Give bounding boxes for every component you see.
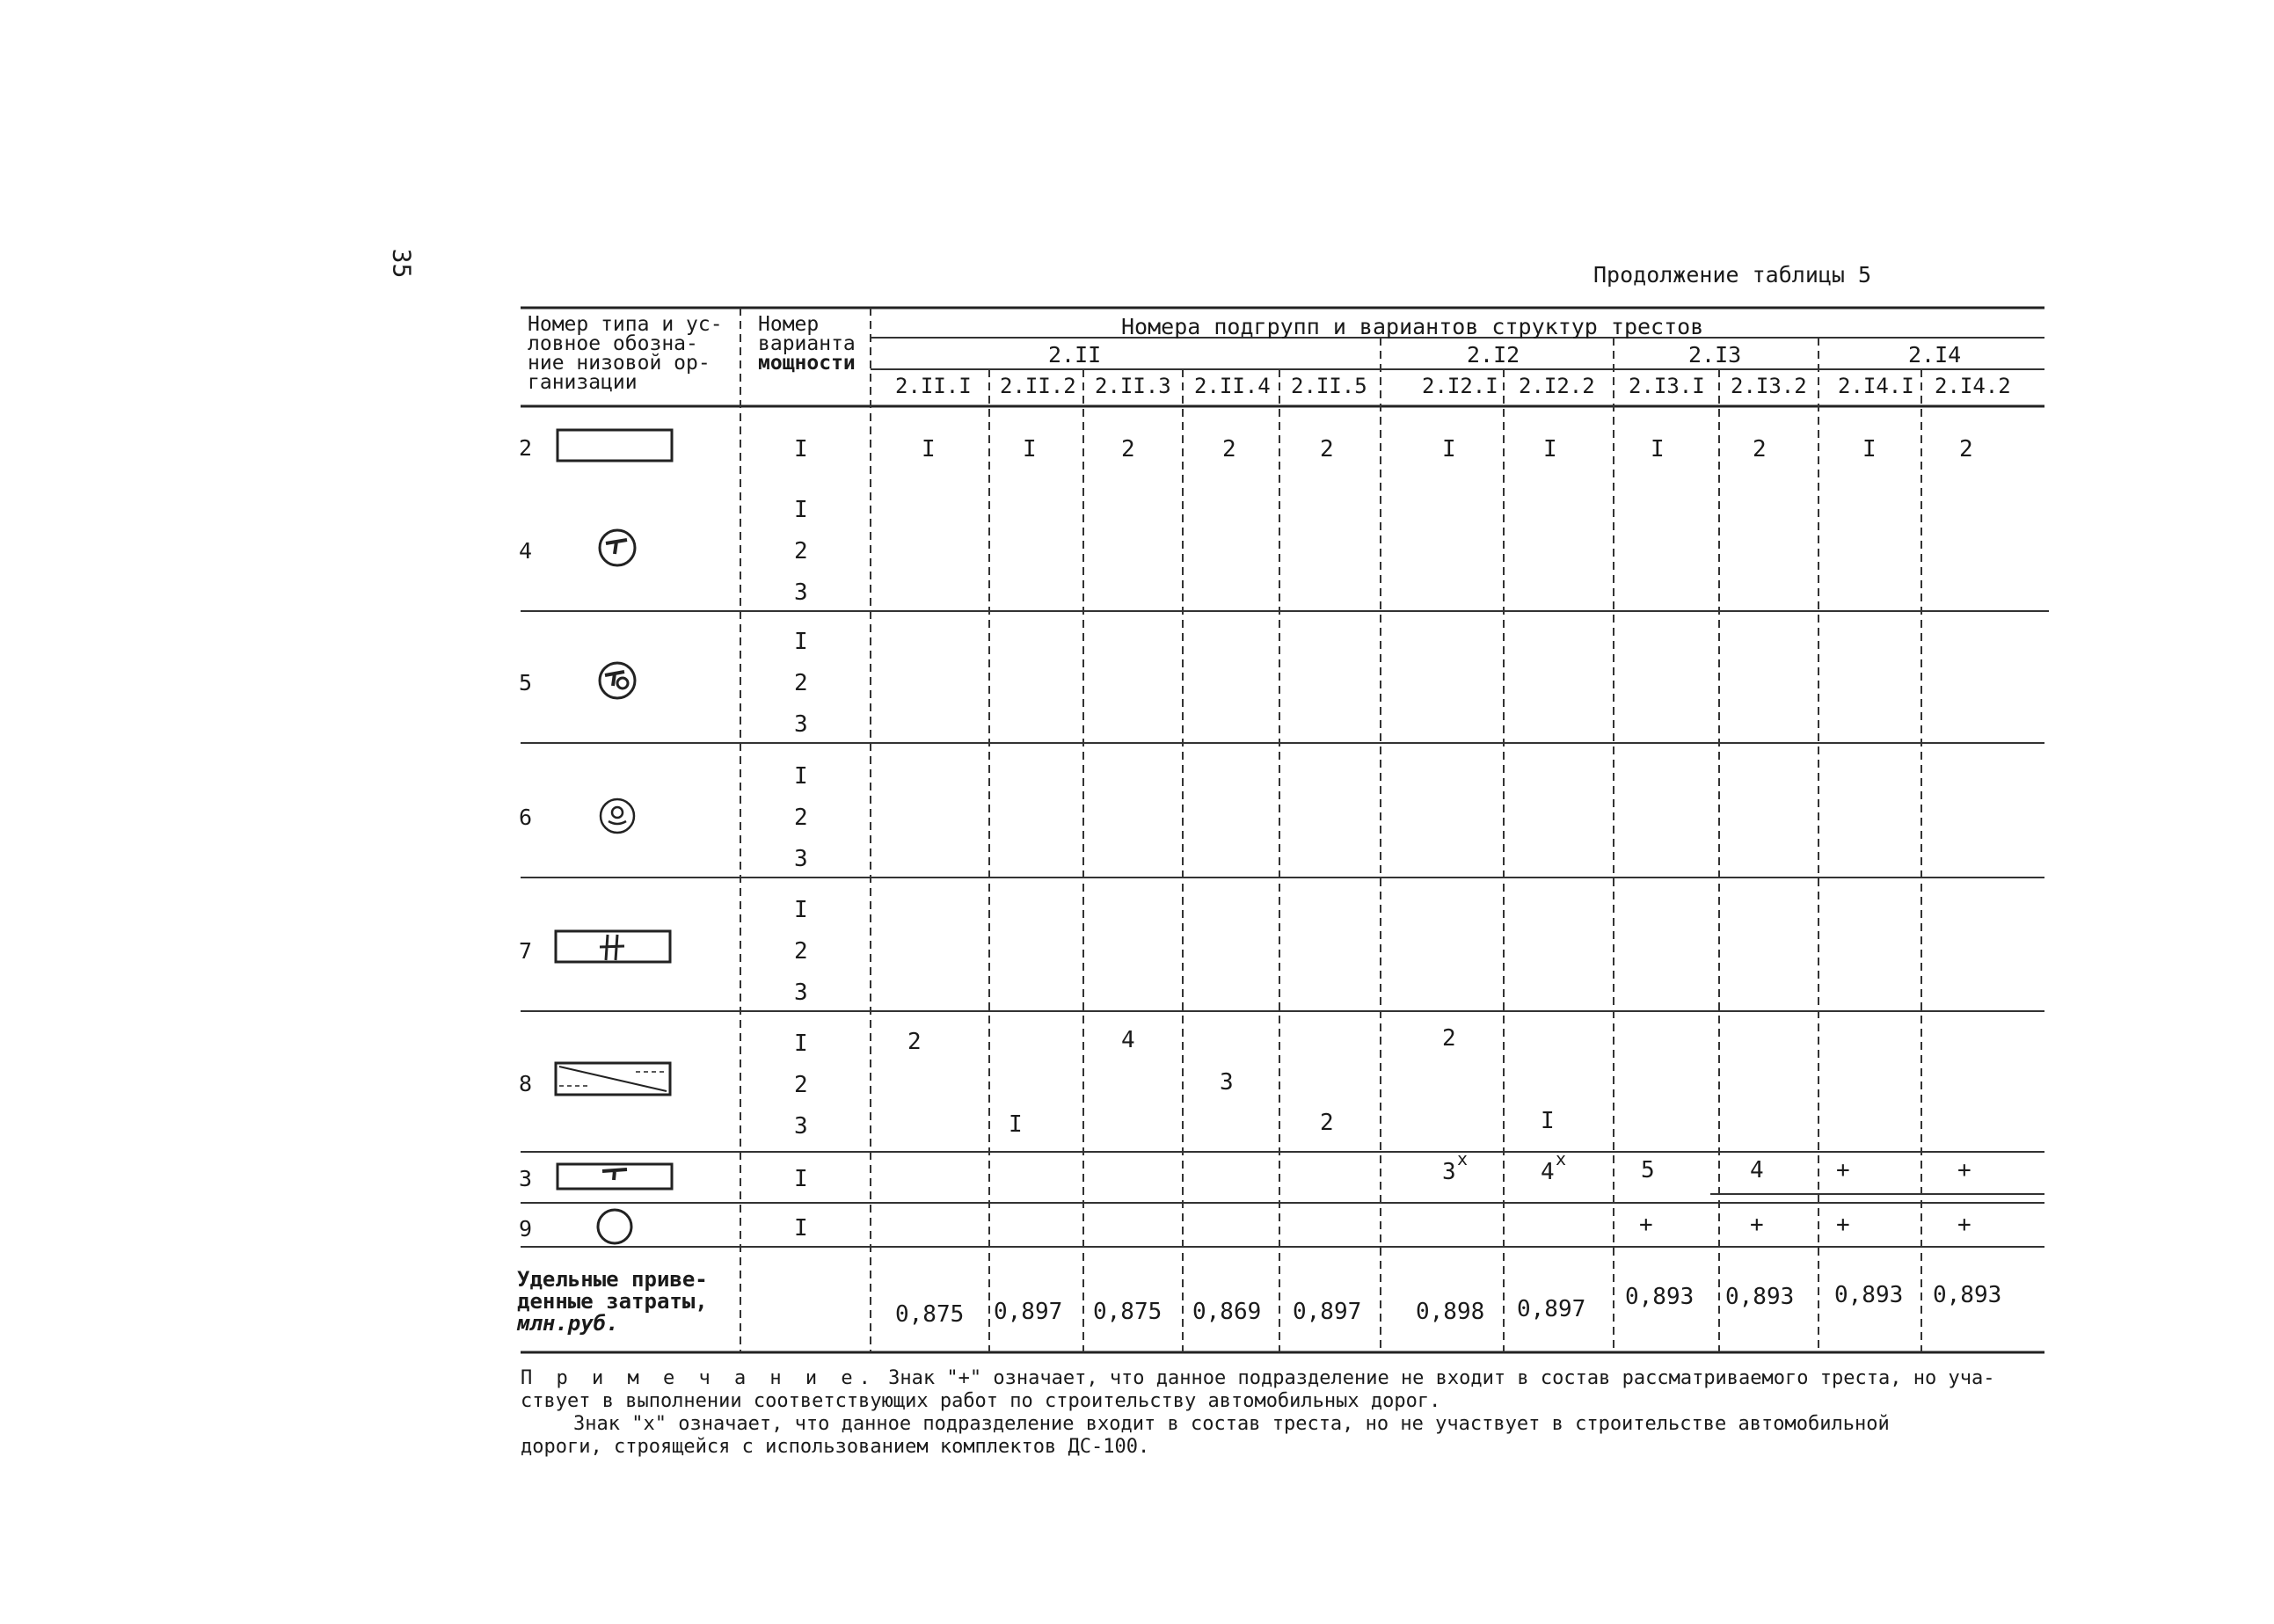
- table-cell: I: [1541, 1108, 1555, 1134]
- power-variant: I: [794, 1166, 808, 1192]
- page-number: 35: [387, 248, 417, 279]
- table-cell: 3: [1442, 1159, 1456, 1185]
- table-cell: +: [1957, 1212, 1972, 1238]
- col1-header-line1: Номер типа и ус-: [528, 313, 723, 336]
- table-cell: 2: [1753, 436, 1767, 462]
- row-type-number: 4: [519, 538, 533, 564]
- table-note: [521, 1367, 2015, 1459]
- col2-header-line1: Номер: [758, 313, 820, 336]
- footer-value: 0,897: [1517, 1296, 1586, 1322]
- table-cell: 3: [1220, 1069, 1234, 1096]
- power-variant: I: [794, 629, 808, 655]
- power-variant: I: [794, 436, 808, 462]
- footer-value: 0,893: [1933, 1282, 2002, 1308]
- row-type-number: 7: [519, 938, 533, 964]
- table-cell: +: [1836, 1212, 1850, 1238]
- variant-header: 2.II.5: [1291, 374, 1367, 398]
- table-cell: 4: [1750, 1157, 1764, 1183]
- variant-header: 2.I2.2: [1519, 374, 1595, 398]
- group-header: Номера подгрупп и вариантов структур трестов: [1121, 314, 1704, 339]
- col2-header-line3: мощности: [758, 352, 856, 375]
- table-cell: I: [1009, 1111, 1023, 1138]
- subgroup-2-11: 2.II: [1048, 342, 1102, 368]
- footer-value: 0,898: [1416, 1299, 1485, 1325]
- footer-value: 0,893: [1725, 1284, 1795, 1310]
- footer-value: 0,897: [1293, 1299, 1362, 1325]
- table-cell: 4: [1541, 1159, 1555, 1185]
- subgroup-2-12: 2.I2: [1467, 342, 1520, 368]
- rectangle-symbol-icon: [554, 426, 677, 466]
- variant-header: 2.I2.I: [1422, 374, 1498, 398]
- table-cell: I: [922, 436, 936, 462]
- note-line2: ствует в выполнении соответствующих работ по строительству автомобильных дорог.: [521, 1390, 1441, 1412]
- superscript-x: x: [1556, 1148, 1567, 1169]
- footer-label-line2: денные затраты,: [517, 1289, 708, 1314]
- table-cell: I: [1862, 436, 1877, 462]
- power-variant: 2: [794, 538, 808, 564]
- table-cell: +: [1750, 1212, 1764, 1238]
- col1-header-line2: ловное обозна-: [528, 332, 698, 355]
- table-cell: 4: [1121, 1027, 1135, 1053]
- table-cell: +: [1836, 1157, 1850, 1183]
- power-variant: 3: [794, 579, 808, 606]
- power-variant: 3: [794, 1113, 808, 1140]
- power-variant: 2: [794, 1072, 808, 1098]
- footer-value: 0,893: [1834, 1282, 1904, 1308]
- table-cell: 2: [1442, 1025, 1456, 1052]
- table-caption: Продолжение таблицы 5: [1593, 262, 1872, 288]
- power-variant: 3: [794, 979, 808, 1006]
- table-cell: 2: [1320, 436, 1334, 462]
- col1-header-line4: ганизации: [528, 371, 638, 394]
- circle-with-arrow-and-ring-icon: [595, 659, 639, 703]
- power-variant: 3: [794, 711, 808, 738]
- note-line1: Знак "+" означает, что данное подразделение не входит в состав рассматриваемого треста, но уча-: [888, 1367, 1995, 1389]
- row-type-number: 6: [519, 805, 533, 830]
- table-cell: +: [1957, 1157, 1972, 1183]
- power-variant: 2: [794, 805, 808, 831]
- note-line4: дороги, строящейся с использованием комплектов ДС-100.: [521, 1436, 1150, 1458]
- footer-value: 0,893: [1625, 1284, 1695, 1310]
- table-cell: 2: [907, 1029, 922, 1055]
- circle-with-face-icon: [595, 794, 639, 838]
- footer-label-line3: млн.руб.: [517, 1311, 619, 1336]
- table-cell: I: [1023, 436, 1037, 462]
- table-cell: 2: [1121, 436, 1135, 462]
- row-type-number: 3: [519, 1166, 533, 1191]
- row-type-number: 9: [519, 1216, 533, 1242]
- variant-header: 2.I3.2: [1731, 374, 1807, 398]
- rectangle-with-diagonal-icon: [552, 1060, 675, 1099]
- circle-with-arrow-icon: [595, 526, 639, 570]
- table-cell: 5: [1641, 1157, 1655, 1183]
- variant-header: 2.II.2: [1000, 374, 1076, 398]
- superscript-x: x: [1457, 1148, 1469, 1169]
- variant-header: 2.I4.I: [1838, 374, 1914, 398]
- power-variant: 2: [794, 938, 808, 965]
- variant-header: 2.II.I: [895, 374, 972, 398]
- col2-header-line2: варианта: [758, 332, 856, 355]
- power-variant: I: [794, 1030, 808, 1057]
- footer-value: 0,875: [895, 1301, 965, 1328]
- rectangle-with-arrow-icon: [554, 1159, 677, 1194]
- power-variant: 3: [794, 846, 808, 872]
- row-type-number: 8: [519, 1071, 533, 1096]
- col1-header-line3: ние низовой ор-: [528, 352, 711, 375]
- subgroup-2-13: 2.I3: [1688, 342, 1742, 368]
- table-cell: I: [1442, 436, 1456, 462]
- variant-header: 2.I3.I: [1629, 374, 1705, 398]
- note-line3: Знак "x" означает, что данное подразделение входит в состав треста, но не участвует в строительстве автомобильной: [573, 1413, 1890, 1435]
- note-lead: П р и м е ч а н и е.: [521, 1367, 877, 1389]
- power-variant: I: [794, 897, 808, 923]
- circle-symbol-icon: [594, 1206, 635, 1247]
- subgroup-2-14: 2.I4: [1908, 342, 1962, 368]
- variant-header: 2.I4.2: [1935, 374, 2011, 398]
- variant-header: 2.II.4: [1194, 374, 1271, 398]
- footer-value: 0,897: [994, 1299, 1063, 1325]
- power-variant: 2: [794, 670, 808, 696]
- row-type-number: 5: [519, 670, 533, 695]
- table-cell: 2: [1320, 1110, 1334, 1136]
- footer-value: 0,875: [1093, 1299, 1163, 1325]
- variant-header: 2.II.3: [1095, 374, 1171, 398]
- power-variant: I: [794, 763, 808, 790]
- footer-value: 0,869: [1192, 1299, 1262, 1325]
- rectangle-with-hash-icon: [552, 928, 675, 967]
- row-type-number: 2: [519, 435, 533, 461]
- table-cell: 2: [1959, 436, 1973, 462]
- table-cell: +: [1639, 1212, 1653, 1238]
- table-cell: 2: [1222, 436, 1236, 462]
- table-cell: I: [1543, 436, 1557, 462]
- table-cell: I: [1651, 436, 1665, 462]
- footer-label-line1: Удельные приве-: [517, 1267, 708, 1292]
- power-variant: I: [794, 1215, 808, 1242]
- power-variant: I: [794, 497, 808, 523]
